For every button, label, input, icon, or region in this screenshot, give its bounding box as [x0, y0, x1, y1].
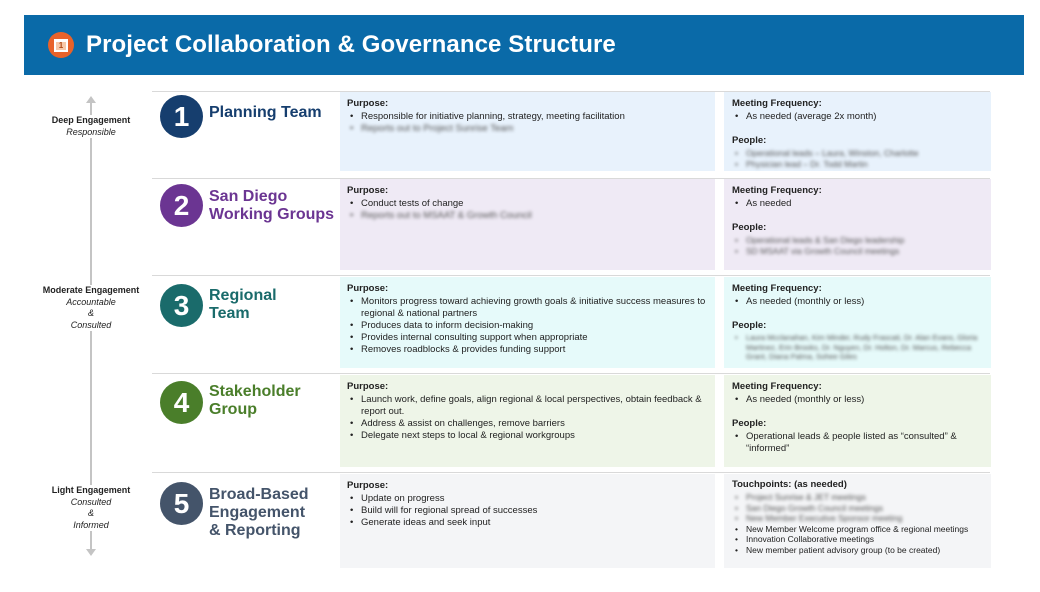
purpose-panel: Purpose: • Launch work, define goals, align regional & local perspectives, obtain feedback & report out. • Address & assist on challenges, remove barriers • Delegate next steps to local & regional workgroups	[340, 375, 715, 467]
frequency-item: • As needed (monthly or less)	[732, 394, 983, 406]
people-item: • Operational leads – Laura, Winston, Charlotte	[732, 148, 983, 159]
purpose-item: • Generate ideas and seek input	[347, 517, 708, 529]
purpose-item: • Reports out to Project Sunrise Team	[347, 123, 708, 135]
purpose-panel: Purpose: • Update on progress • Build will for regional spread of successes • Generate ideas and seek input	[340, 474, 715, 568]
row-divider	[152, 472, 990, 473]
touchpoint-item: • New Member Executive Sponsor meeting	[732, 513, 983, 524]
touchpoint-item: • Innovation Collaborative meetings	[732, 534, 983, 545]
frequency-item: • As needed	[732, 198, 983, 210]
purpose-item: • Removes roadblocks & provides funding support	[347, 344, 708, 356]
purpose-item: • Build will for regional spread of successes	[347, 505, 708, 517]
row-divider	[152, 275, 990, 276]
touchpoint-item: • San Diego Growth Council meetings	[732, 503, 983, 514]
row-number-badge: 1	[160, 95, 203, 138]
light-engagement-label: Light Engagement Consulted & Informed	[26, 485, 156, 531]
purpose-item: • Conduct tests of change	[347, 198, 708, 210]
row-planning-team	[152, 92, 992, 177]
row-number-badge: 2	[160, 184, 203, 227]
people-item: • Physician lead – Dr. Todd Martin	[732, 159, 983, 170]
row-divider	[152, 373, 990, 374]
touchpoints-panel: Touchpoints: (as needed) • Project Sunrise & JET meetings • San Diego Growth Council meetings • New Member Executive Sponsor meeting • New Member Welcome program office & regional meetings • Innovation Collaborative meetings • New member patient advisory group (to be created)	[724, 474, 991, 568]
people-item: • Operational leads & people listed as “consulted” & “informed”	[732, 431, 983, 455]
people-item: • SD MSAAT via Growth Council meetings	[732, 246, 983, 257]
page-title: Project Collaboration & Governance Structure	[86, 31, 616, 58]
frequency-item: • As needed (monthly or less)	[732, 296, 983, 308]
team-name: San Diego Working Groups	[209, 188, 335, 223]
meeting-panel: Meeting Frequency: • As needed People: • Operational leads & San Diego leadership • SD MSAAT via Growth Council meetings	[724, 179, 991, 270]
row-stakeholder-group	[152, 375, 992, 471]
moderate-engagement-label: Moderate Engagement Accountable & Consulted	[26, 285, 156, 331]
purpose-panel: Purpose: • Monitors progress toward achieving growth goals & initiative success measures to regional & national partners • Produces data to inform decision-making • Provides internal consulting support when appropriate • Removes roadblocks & provides funding support	[340, 277, 715, 368]
row-number-badge: 4	[160, 381, 203, 424]
team-name: Stakeholder Group	[209, 383, 301, 418]
people-item: • Laura Mcclanahan, Kim Minder, Rudy Frascati, Dr. Alan Evans, Gloria Martinez, Erin Brooks, Dr. Nguyen, Dr. Holton, Dr. Marcus, Rebecca Grant, Diana Palma, Sohee Giles	[732, 333, 983, 362]
purpose-item: • Responsible for initiative planning, strategy, meeting facilitation	[347, 111, 708, 123]
deep-engagement-label: Deep Engagement Responsible	[26, 115, 156, 138]
frequency-item: • As needed (average 2x month)	[732, 111, 983, 123]
purpose-item: • Launch work, define goals, align regional & local perspectives, obtain feedback & report out.	[347, 394, 708, 418]
row-number-badge: 5	[160, 482, 203, 525]
row-san-diego-working-groups	[152, 179, 992, 274]
touchpoint-item: • Project Sunrise & JET meetings	[732, 492, 983, 503]
purpose-item: • Provides internal consulting support when appropriate	[347, 332, 708, 344]
axis-down-arrow-icon	[86, 549, 96, 556]
purpose-item: • Monitors progress toward achieving growth goals & initiative success measures to regional & national partners	[347, 296, 708, 320]
purpose-item: • Produces data to inform decision-making	[347, 320, 708, 332]
calendar-icon: 1	[48, 32, 74, 58]
team-name: Planning Team	[209, 104, 322, 121]
touchpoint-item: • New Member Welcome program office & regional meetings	[732, 524, 983, 535]
row-regional-team	[152, 277, 992, 372]
purpose-item: • Delegate next steps to local & regional workgroups	[347, 430, 708, 442]
row-broad-based-engagement	[152, 474, 992, 570]
team-name: Regional Team	[209, 287, 277, 322]
team-name: Broad-Based Engagement & Reporting	[209, 486, 309, 539]
purpose-panel: Purpose: • Conduct tests of change • Reports out to MSAAT & Growth Council	[340, 179, 715, 270]
meeting-panel: Meeting Frequency: • As needed (monthly or less) People: • Operational leads & people listed as “consulted” & “informed”	[724, 375, 991, 467]
purpose-item: • Update on progress	[347, 493, 708, 505]
people-item: • Operational leads & San Diego leadership	[732, 235, 983, 246]
title-banner	[24, 15, 1024, 75]
purpose-item: • Reports out to MSAAT & Growth Council	[347, 210, 708, 222]
row-number-badge: 3	[160, 284, 203, 327]
purpose-panel: Purpose: • Responsible for initiative planning, strategy, meeting facilitation • Reports out to Project Sunrise Team	[340, 92, 715, 171]
meeting-panel: Meeting Frequency: • As needed (monthly or less) People: • Laura Mcclanahan, Kim Minder, Rudy Frascati, Dr. Alan Evans, Gloria Martinez, Erin Brooks, Dr. Nguyen, Dr. Holton, Dr. Marcus, Rebecca Grant, Diana Palma, Sohee Giles	[724, 277, 991, 368]
touchpoint-item: • New member patient advisory group (to be created)	[732, 545, 983, 556]
meeting-panel: Meeting Frequency: • As needed (average 2x month) People: • Operational leads – Laura, Winston, Charlotte • Physician lead – Dr. Todd Martin	[724, 92, 991, 171]
purpose-item: • Address & assist on challenges, remove barriers	[347, 418, 708, 430]
